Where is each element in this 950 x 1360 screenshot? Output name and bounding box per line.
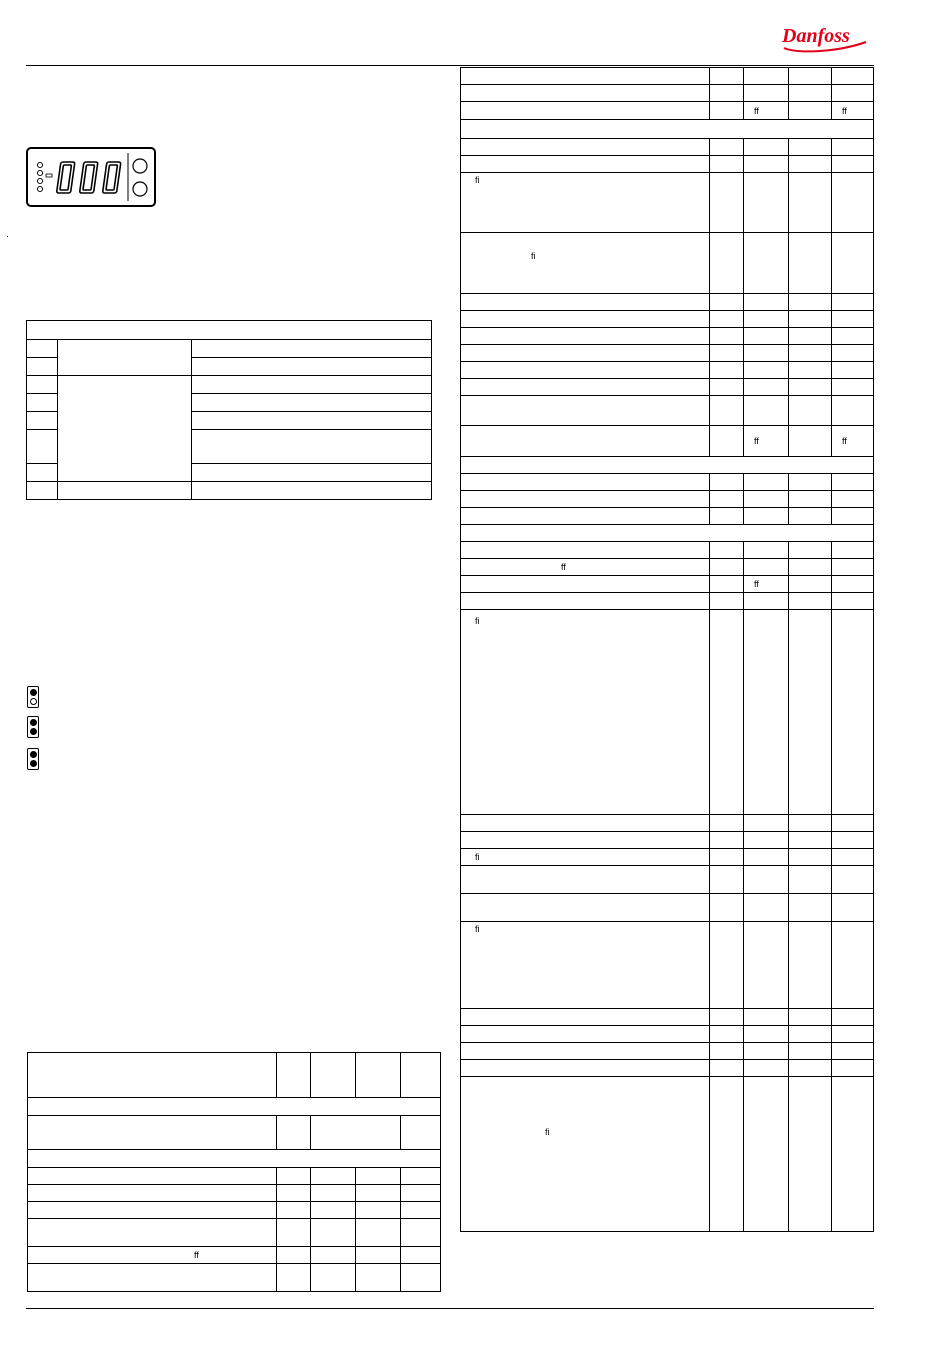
- ff-mark: ff: [561, 562, 566, 572]
- param-section: [28, 1150, 441, 1168]
- jumper-dot-open: [30, 698, 37, 705]
- param-cell: [277, 1116, 311, 1150]
- ff-mark: ff: [842, 105, 847, 116]
- fi-mark: fi: [475, 175, 480, 185]
- param-section: [28, 1098, 441, 1116]
- left-parameter-table: [27, 1052, 441, 1292]
- param-section: [461, 120, 874, 139]
- ff-mark: ff: [194, 1250, 199, 1260]
- legend-cell: [192, 358, 432, 376]
- legend-cell: [27, 412, 58, 430]
- param-header: [28, 1053, 277, 1098]
- fi-mark: fi: [475, 924, 480, 934]
- danfoss-logo: [778, 22, 870, 56]
- jumper-dot-filled: [30, 719, 37, 726]
- param-cell: [311, 1116, 401, 1150]
- ff-mark: ff: [754, 579, 759, 589]
- legend-cell: [192, 482, 432, 500]
- legend-cell: [192, 464, 432, 482]
- legend-cell: [27, 430, 58, 464]
- param-header: [311, 1053, 356, 1098]
- jumper-icon-closed: [27, 748, 39, 770]
- legend-title: [27, 321, 432, 340]
- ff-mark: ff: [754, 436, 759, 446]
- param-cell: [28, 1247, 277, 1264]
- legend-cell: [192, 412, 432, 430]
- legend-cell: [192, 376, 432, 394]
- jumper-dot-filled: [30, 728, 37, 735]
- legend-cell: [27, 358, 58, 376]
- jumper-icon-open: [27, 686, 39, 708]
- param-section: [461, 525, 874, 542]
- legend-cell: [58, 340, 192, 376]
- param-header: [401, 1053, 441, 1098]
- legend-cell: [192, 340, 432, 358]
- legend-cell: [27, 376, 58, 394]
- header-rule: [26, 65, 874, 66]
- jumper-dot-filled: [30, 760, 37, 767]
- legend-cell: [27, 340, 58, 358]
- fi-mark: fi: [475, 852, 480, 862]
- legend-cell: [58, 482, 192, 500]
- legend-cell: [58, 376, 192, 482]
- fi-mark: fi: [545, 1127, 550, 1137]
- legend-cell: [27, 482, 58, 500]
- left-legend-table: [26, 320, 432, 500]
- small-dot: [7, 236, 8, 237]
- controller-display-illustration: [26, 147, 156, 207]
- param-section: [461, 457, 874, 474]
- legend-cell: [192, 430, 432, 464]
- right-parameter-table: [460, 67, 874, 1232]
- ff-mark: ff: [842, 436, 847, 446]
- fi-mark: fi: [475, 616, 480, 626]
- svg-text:Danfoss: Danfoss: [782, 25, 850, 47]
- legend-cell: [27, 394, 58, 412]
- ff-mark: ff: [754, 105, 759, 116]
- legend-cell: [192, 394, 432, 412]
- jumper-dot-filled: [30, 751, 37, 758]
- legend-cell: [27, 464, 58, 482]
- param-header: [356, 1053, 401, 1098]
- footer-rule: [26, 1308, 874, 1309]
- jumper-icon-closed: [27, 716, 39, 738]
- param-cell: [401, 1116, 441, 1150]
- jumper-dot-filled: [30, 689, 37, 696]
- fi-mark: fi: [531, 251, 536, 261]
- param-header: [277, 1053, 311, 1098]
- param-cell: [28, 1116, 277, 1150]
